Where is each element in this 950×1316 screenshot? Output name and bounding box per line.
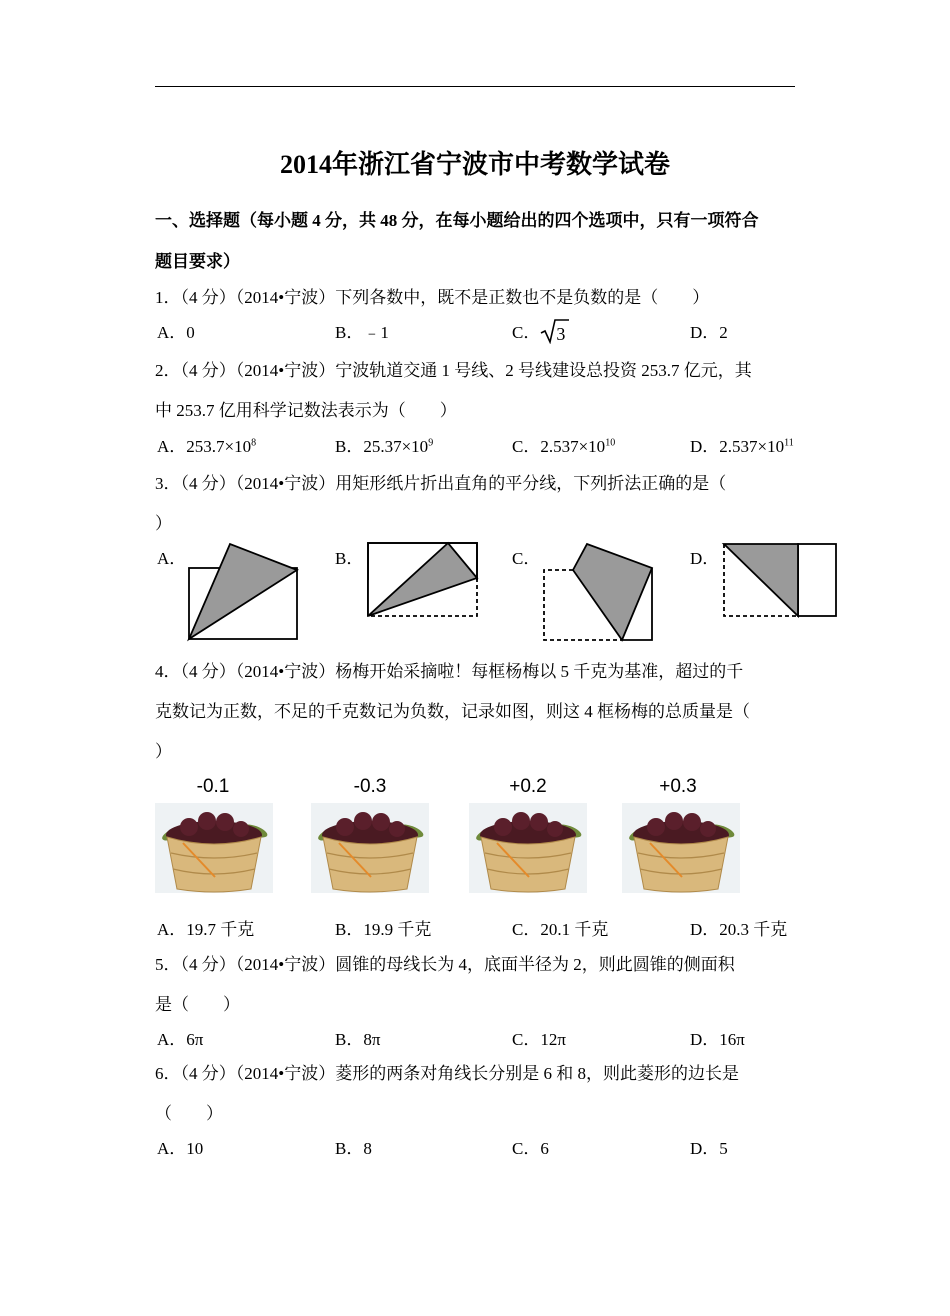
q4-option-a: A．19.7 千克 — [157, 920, 255, 939]
q2-stem-line1: 2．（4 分）（2014•宁波）宁波轨道交通 1 号线、2 号线建设总投资 253.7 亿元，其 — [155, 361, 752, 380]
header-rule — [155, 86, 795, 87]
q2-option-a: A．$253.7\times 10^8$ — [157, 437, 257, 456]
page-title: 2014年浙江省宁波市中考数学试卷 — [279, 150, 670, 179]
q3-figure-a — [185, 540, 300, 644]
q4-option-b: B．19.9 千克 — [335, 920, 432, 939]
bayberry-basket-image-3 — [469, 803, 587, 893]
q1-option-d: D．2 — [690, 323, 728, 342]
q3-stem-line1: 3．（4 分）（2014•宁波）用矩形纸片折出直角的平分线，下列折法正确的是（ — [155, 474, 727, 493]
q4-option-d: D．20.3 千克 — [690, 920, 788, 939]
q6-option-a: A．10 — [157, 1139, 204, 1158]
q6-option-c: C．6 — [512, 1139, 549, 1158]
q5-option-a: A．6π — [157, 1030, 204, 1049]
q4-stem-line1: 4．（4 分）（2014•宁波）杨梅开始采摘啦！每框杨梅以 5 千克为基准，超过的千 — [155, 662, 744, 681]
section-heading-line2: 题目要求） — [155, 252, 240, 271]
q5-option-d: D．16π — [690, 1030, 745, 1049]
q3-option-c-label: C． — [512, 549, 541, 568]
q3-figure-c — [540, 540, 656, 646]
q1-option-b: B．﹣1 — [335, 323, 389, 342]
q3-figure-d — [720, 540, 840, 620]
q2-stem-line2: 中 253.7 亿用科学记数法表示为（ ） — [155, 401, 457, 420]
q3-option-a-label: A． — [157, 549, 187, 568]
q1-stem: 1．（4 分）（2014•宁波）下列各数中，既不是正数也不是负数的是（ ） — [155, 288, 710, 307]
q1-option-c — [512, 318, 579, 349]
basket-label-2: -0.3 — [353, 776, 387, 797]
q4-stem-line3: ） — [155, 742, 172, 761]
q1-option-a: A．0 — [157, 323, 195, 342]
q3-figure-b — [364, 540, 480, 620]
basket-label-4: +0.3 — [659, 776, 697, 797]
q4-option-c: C．20.1 千克 — [512, 920, 609, 939]
q3-option-b-label: B． — [335, 549, 364, 568]
basket-label-1: -0.1 — [196, 776, 230, 797]
q3-option-d-label: D． — [690, 549, 720, 568]
q5-stem-line1: 5．（4 分）（2014•宁波）圆锥的母线长为 4，底面半径为 2，则此圆锥的侧面积 — [155, 955, 735, 974]
q5-option-b: B．8π — [335, 1030, 381, 1049]
q4-stem-line2: 克数记为正数，不足的千克数记为负数，记录如图，则这 4 框杨梅的总质量是（ — [155, 702, 750, 721]
q5-stem-line2: 是（ ） — [155, 995, 240, 1014]
q5-option-c: C．12π — [512, 1030, 566, 1049]
basket-label-3: +0.2 — [509, 776, 547, 797]
q1-option-c-radicand: 3 — [556, 324, 566, 344]
bayberry-basket-image-1 — [155, 803, 273, 893]
q6-option-d: D．5 — [690, 1139, 728, 1158]
q6-stem-line2: （ ） — [155, 1104, 223, 1123]
q2-option-d: D．$2.537\times 10^{11}$ — [690, 437, 794, 456]
q6-stem-line1: 6．（4 分）（2014•宁波）菱形的两条对角线长分别是 6 和 8，则此菱形的边长是 — [155, 1064, 739, 1083]
q3-stem-line2: ） — [155, 514, 172, 533]
q6-option-b: B．8 — [335, 1139, 372, 1158]
section-heading-line1: 一、选择题（每小题 4 分，共 48 分，在每小题给出的四个选项中，只有一项符合 — [155, 211, 759, 230]
bayberry-basket-image-2 — [311, 803, 429, 893]
bayberry-basket-image-4 — [622, 803, 740, 893]
q2-option-c: C．$2.537\times 10^{10}$ — [512, 437, 616, 456]
q2-option-b: B．$25.37\times 10^9$ — [335, 437, 434, 456]
q1-option-c-label: C． — [512, 323, 541, 342]
